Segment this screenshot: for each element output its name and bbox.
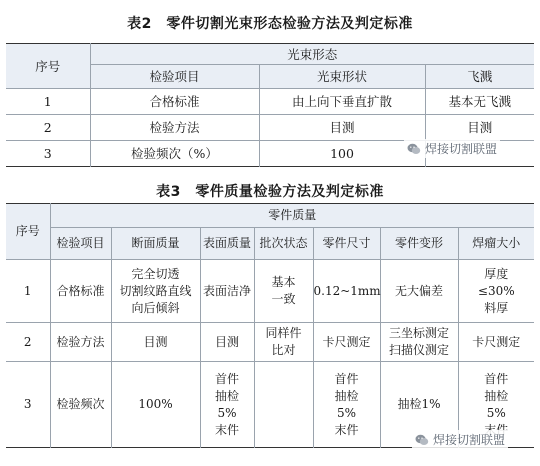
table2-col-item: 检验项目	[90, 65, 259, 89]
table3-col-nodule: 焊瘤大小	[458, 228, 534, 260]
section-quality-value: 完全切透 切割纹路直线 向后倾斜	[111, 260, 200, 323]
table3-col-item: 检验项目	[50, 228, 111, 260]
inspection-item: 检验频次（%）	[90, 141, 259, 167]
table2-col-shape: 光束形状	[259, 65, 425, 89]
spatter-value: 目测	[425, 115, 534, 141]
row-number: 3	[6, 141, 90, 167]
row-number: 2	[6, 115, 90, 141]
watermark-text: 焊接切割联盟	[433, 433, 506, 447]
table3-seq-header: 序号	[6, 204, 50, 260]
nodule-size-value: 首件 抽检 5%	[484, 371, 509, 420]
row-number: 1	[6, 260, 50, 323]
watermark-text: 焊接切割联盟	[425, 142, 498, 156]
batch-status-value: 同样件 比对	[254, 323, 313, 362]
table3-col-surface: 表面质量	[200, 228, 254, 260]
inspection-item: 检验频次	[50, 362, 111, 448]
batch-status-value: 基本 一致	[254, 260, 313, 323]
beam-shape-value: 由上向下垂直扩散	[259, 89, 425, 115]
table-row	[6, 260, 534, 323]
inspection-item: 检验方法	[50, 323, 111, 362]
section-quality-value: 目测	[111, 323, 200, 362]
beam-shape-value: 100	[259, 141, 425, 167]
table-row	[6, 115, 534, 141]
part-deform-value: 无大偏差	[380, 260, 458, 323]
table3-col-size: 零件尺寸	[313, 228, 380, 260]
wechat-icon	[415, 433, 429, 447]
table-row	[6, 89, 534, 115]
part-size-value: 首件 抽检 5% 末件	[313, 362, 380, 448]
table3-col-section: 断面质量	[111, 228, 200, 260]
section-quality-value: 100%	[111, 362, 200, 448]
nodule-size-value: 厚度 ≤30% 料厚	[458, 260, 534, 323]
table2-caption: 表2 零件切割光束形态检验方法及判定标准	[127, 16, 413, 32]
row-number: 3	[6, 362, 50, 448]
part-deform-value: 抽检1%	[380, 362, 458, 448]
batch-status-value	[254, 362, 313, 448]
spatter-value: 基本无飞溅	[425, 89, 534, 115]
part-size-value: 0.12~1mm	[313, 260, 380, 323]
nodule-size-value: 卡尺测定	[458, 323, 534, 362]
beam-shape-value: 目测	[259, 115, 425, 141]
table3-part-quality-inspection	[6, 203, 534, 448]
watermark	[412, 430, 508, 449]
row-number: 1	[6, 89, 90, 115]
table2-group-header: 光束形态	[90, 44, 534, 65]
part-size-value: 卡尺测定	[313, 323, 380, 362]
inspection-item: 检验方法	[90, 115, 259, 141]
surface-quality-value: 表面洁净	[200, 260, 254, 323]
surface-quality-value: 首件 抽检 5% 末件	[200, 362, 254, 448]
wechat-icon	[407, 142, 421, 156]
part-deform-value: 三坐标测定 扫描仪测定	[380, 323, 458, 362]
table2-seq-header: 序号	[6, 44, 90, 89]
table-row	[6, 323, 534, 362]
surface-quality-value: 目测	[200, 323, 254, 362]
inspection-item: 合格标准	[90, 89, 259, 115]
table3-group-header: 零件质量	[50, 204, 534, 228]
inspection-item: 合格标准	[50, 260, 111, 323]
row-number: 2	[6, 323, 50, 362]
table3-caption: 表3 零件质量检验方法及判定标准	[156, 184, 384, 200]
table2-col-spatter: 飞溅	[425, 65, 534, 89]
watermark	[404, 139, 500, 158]
table3-col-deform: 零件变形	[380, 228, 458, 260]
table3-col-batch: 批次状态	[254, 228, 313, 260]
